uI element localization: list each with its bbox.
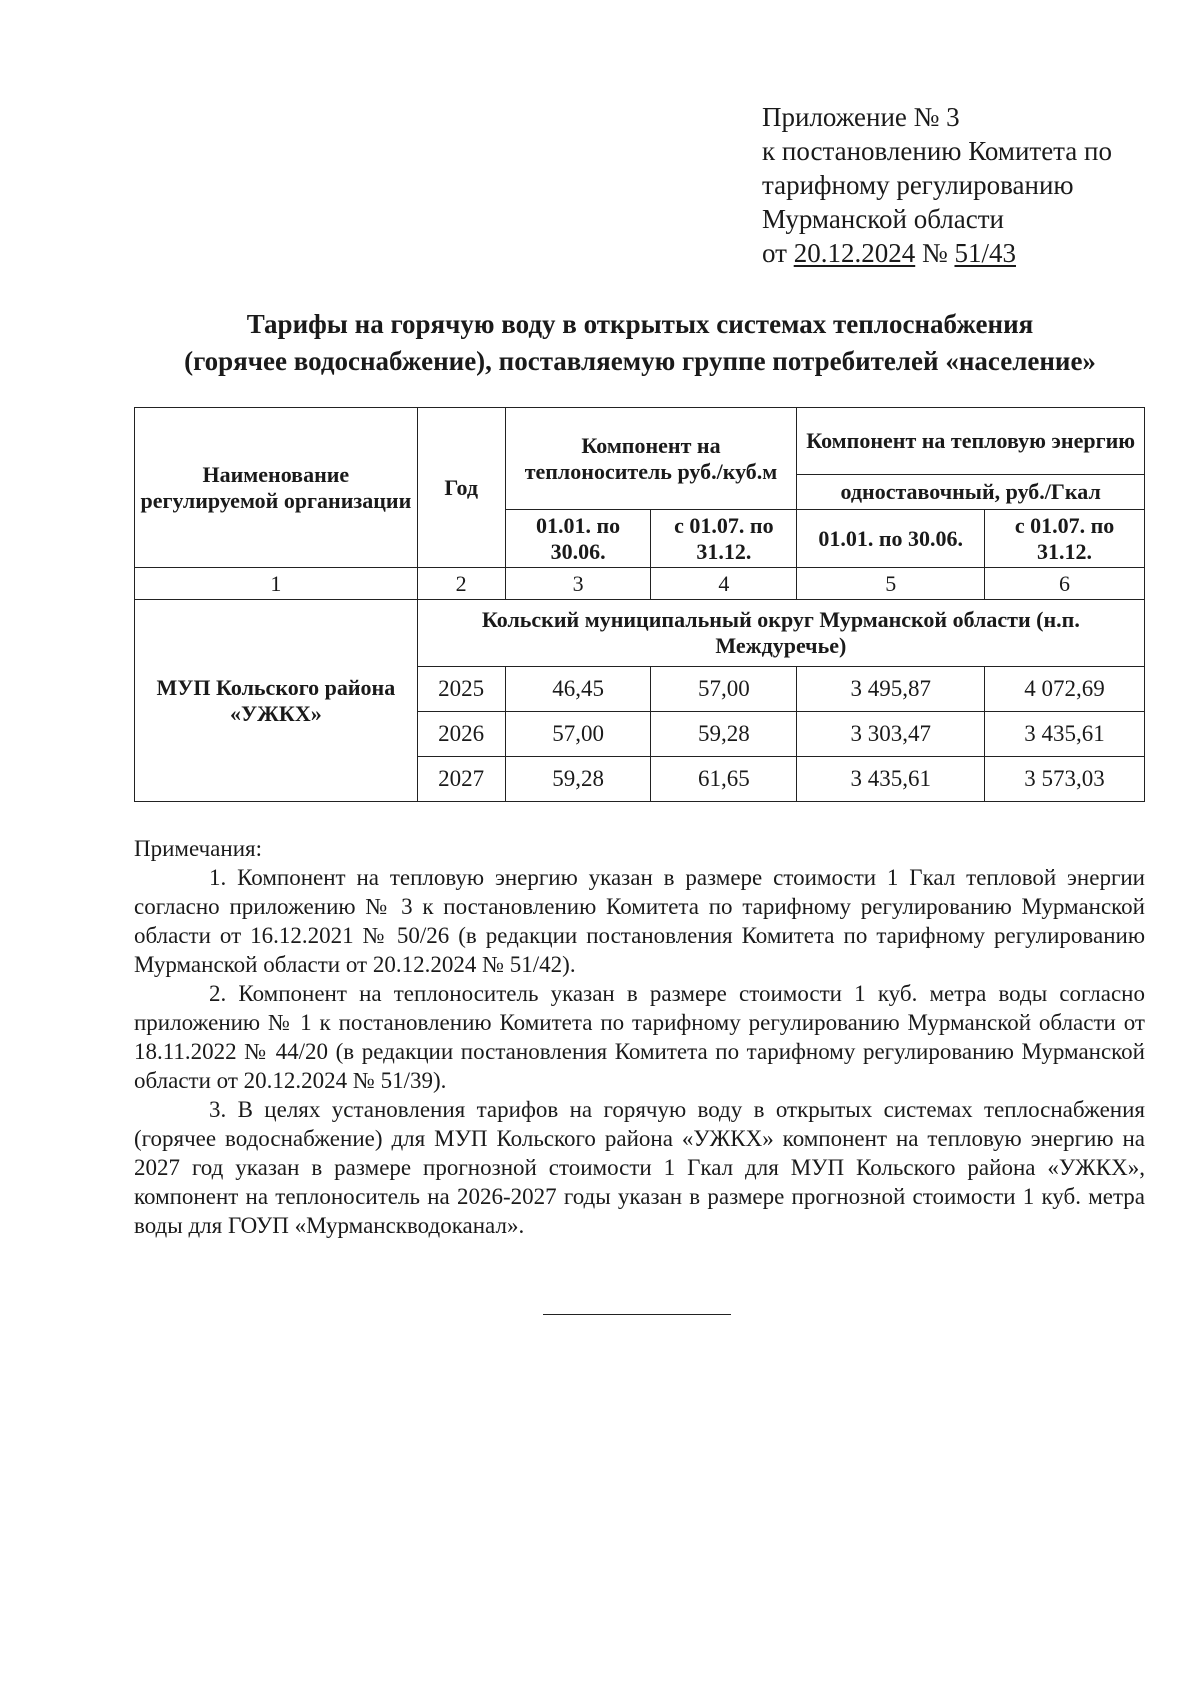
index-cell: 4 [651,568,797,600]
appendix-date: 20.12.2024 [793,238,916,268]
carrier-h2-cell: 61,65 [651,757,797,802]
tariff-table [134,407,1145,802]
note-item: 2. Компонент на теплоноситель указан в размере стоимости 1 куб. метра воды согласно приложению № 1 к постановлению Комитета по тарифному регулированию Мурманской области от 18.11.2022 № 44/20 (в редакции постановления Комитета по тарифному регулированию Мурманской области от 20.12.2024 № 51/39). [134,981,1145,1093]
energy-h1-cell: 3 303,47 [797,712,985,757]
appendix-number: 51/43 [954,238,1016,268]
header-period: с 01.07. по 31.12. [985,510,1145,568]
carrier-h1-cell: 57,00 [505,712,651,757]
index-row [135,568,1145,600]
header-energy: Компонент на тепловую энергию [797,408,1145,475]
notes-section [134,834,1145,1240]
header-energy-sub: одноставочный, руб./Гкал [797,475,1145,510]
index-cell: 2 [417,568,505,600]
header-period: 01.01. по 30.06. [797,510,985,568]
energy-h1-cell: 3 495,87 [797,667,985,712]
year-cell: 2027 [417,757,505,802]
notes-heading: Примечания: [134,836,262,861]
header-period: 01.01. по 30.06. [505,510,651,568]
energy-h2-cell: 4 072,69 [985,667,1145,712]
index-cell: 3 [505,568,651,600]
index-cell: 6 [985,568,1145,600]
note-item: 1. Компонент на тепловую энергию указан в размере стоимости 1 Гкал тепловой энергии согласно приложению № 3 к постановлению Комитета по тарифному регулированию Мурманской области от 16.12.2021 № 50/26 (в редакции постановления Комитета по тарифному регулированию Мурманской области от 20.12.2024 № 51/42). [134,865,1145,977]
header-carrier: Компонент на теплоноситель руб./куб.м [505,408,797,510]
carrier-h1-cell: 46,45 [505,667,651,712]
header-row [135,408,1145,475]
appendix-line: тарифному регулированию [762,170,1074,200]
end-separator-line [543,1314,731,1315]
year-cell: 2025 [417,667,505,712]
title-line: Тарифы на горячую воду в открытых системах теплоснабжения [246,309,1034,339]
carrier-h2-cell: 59,28 [651,712,797,757]
number-prefix: № [915,238,955,268]
appendix-line: к постановлению Комитета по [762,136,1112,166]
index-cell: 5 [797,568,985,600]
energy-h1-cell: 3 435,61 [797,757,985,802]
carrier-h1-cell: 59,28 [505,757,651,802]
index-cell: 1 [135,568,418,600]
carrier-h2-cell: 57,00 [651,667,797,712]
title-line: (горячее водоснабжение), поставляемую группе потребителей «население» [184,346,1096,376]
energy-h2-cell: 3 435,61 [985,712,1145,757]
region-row [135,600,1145,667]
header-period: с 01.07. по 31.12. [651,510,797,568]
header-org: Наименование регулируемой организации [135,408,418,568]
note-item: 3. В целях установления тарифов на горячую воду в открытых системах теплоснабжения (горячее водоснабжение) для МУП Кольского района «УЖКХ» компонент на тепловую энергию на 2027 год указан в размере прогнозной стоимости 1 Гкал для МУП Кольского района «УЖКХ», компонент на теплоноситель на 2026-2027 годы указан в размере прогнозной стоимости 1 куб. метра воды для ГОУП «Мурманскводоканал». [134,1097,1145,1238]
appendix-block [762,100,1182,270]
appendix-date-line [762,236,1182,270]
region-cell: Кольский муниципальный округ Мурманской области (н.п. Междуречье) [417,600,1144,667]
document-title [130,306,1150,380]
date-prefix: от [762,238,794,268]
appendix-line: Приложение № 3 [762,102,960,132]
organization-cell: МУП Кольского района «УЖКХ» [135,600,418,802]
year-cell: 2026 [417,712,505,757]
appendix-line: Мурманской области [762,204,1004,234]
energy-h2-cell: 3 573,03 [985,757,1145,802]
header-year: Год [417,408,505,568]
